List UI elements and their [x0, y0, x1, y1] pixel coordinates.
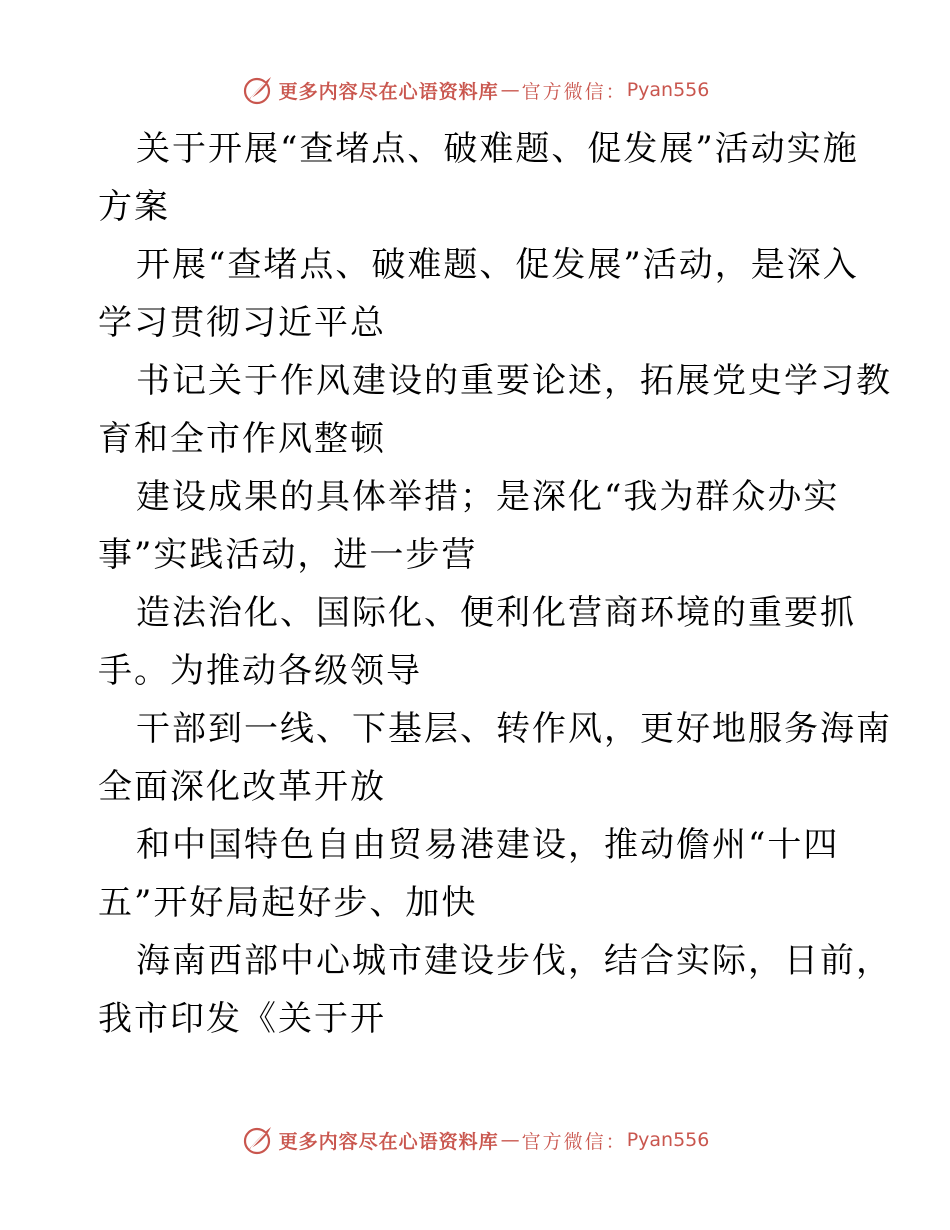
- header-wechat-label: 官方微信：: [521, 80, 627, 103]
- feather-quill-logo-icon: [241, 73, 275, 107]
- document-title-line-2: 方案: [98, 187, 170, 227]
- paragraph-line: 育和全市作风整顿: [98, 419, 386, 459]
- paragraph-line: 全面深化改革开放: [98, 767, 386, 807]
- paragraph-line: 和中国特色自由贸易港建设，推动儋州“十四: [136, 825, 840, 865]
- document-title-line-1: 关于开展“查堵点、破难题、促发展”活动实施: [136, 129, 859, 169]
- document-body: [98, 120, 892, 1048]
- paragraph-line: 建设成果的具体举措；是深化“我为群众办实: [136, 477, 840, 517]
- header-brand-text: 更多内容尽在心语资料库: [278, 80, 499, 103]
- paragraph-line: 我市印发《关于开: [98, 999, 386, 1039]
- paragraph-line: 海南西部中心城市建设步伐，结合实际，日前，: [136, 941, 892, 981]
- footer-banner: [0, 1120, 950, 1160]
- footer-brand-text: 更多内容尽在心语资料库: [278, 1130, 499, 1153]
- footer-wechat-id: Pyan556: [626, 1129, 710, 1151]
- paragraph-line: 干部到一线、下基层、转作风，更好地服务海南: [136, 709, 892, 749]
- footer-wechat-label: 官方微信：: [521, 1130, 627, 1153]
- paragraph-line: 手。为推动各级领导: [98, 651, 422, 691]
- footer-separator: —: [500, 1129, 520, 1151]
- header-separator: —: [500, 79, 520, 101]
- paragraph-line: 造法治化、国际化、便利化营商环境的重要抓: [136, 593, 856, 633]
- paragraph-line: 开展“查堵点、破难题、促发展”活动，是深入: [136, 245, 859, 285]
- paragraph-line: 五”开好局起好步、加快: [98, 883, 478, 923]
- feather-quill-logo-icon: [241, 1123, 275, 1157]
- paragraph-line: 书记关于作风建设的重要论述，拓展党史学习教: [136, 361, 892, 401]
- paragraph-line: 事”实践活动，进一步营: [98, 535, 478, 575]
- header-banner: [0, 70, 950, 110]
- paragraph-line: 学习贯彻习近平总: [98, 303, 386, 343]
- header-wechat-id: Pyan556: [626, 79, 710, 101]
